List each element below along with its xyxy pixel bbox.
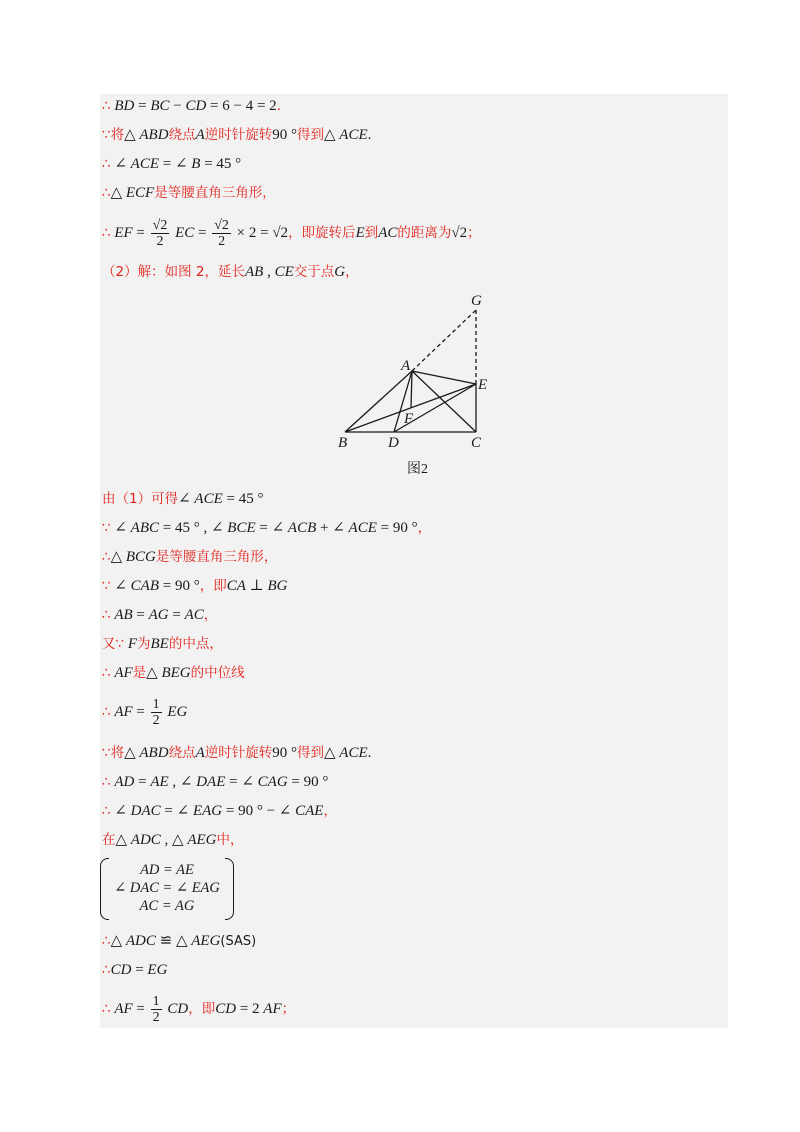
solution-line-1: ∴ BD = BC − CD = 6 − 4 = 2. (102, 98, 281, 114)
solution-line-14: ∴ AF = $\frac{1}{2}$ EG (102, 697, 188, 728)
fraction-one-half: $\frac{1}{2}$ (152, 994, 160, 1025)
condition-ad-ae: AD = AE (140, 862, 194, 878)
point-label-g: G (471, 293, 482, 309)
solution-line-6: （2）解：如图 2，延长AB , CE交于点G， (102, 264, 359, 280)
figure-caption: 图2 (407, 462, 428, 477)
fraction-sqrt2-over-2: $\frac{√2}{2}$ (214, 218, 229, 249)
segment-ac (412, 371, 476, 432)
solution-line-16: ∴ AD = AE , ∠ DAE = ∠ CAG = 90 ° (102, 774, 329, 790)
segment-ba (345, 371, 412, 432)
solution-line-13: ∴ AF是△ BEG的中位线 (102, 665, 245, 681)
segment-ag-dashed (412, 310, 476, 371)
solution-line-10: ∵ ∠ CAB = 90 °，即CA ⊥ BG (102, 578, 288, 594)
solution-line-18: 在△ ADC , △ AEG中， (102, 832, 244, 848)
solution-line-3: ∴ ∠ ACE = ∠ B = 45 ° (102, 156, 242, 172)
fraction-one-half: $\frac{1}{2}$ (152, 697, 160, 728)
solution-line-5: ∴ EF = $\frac{√2}{2}$ EC = $\frac{√2}{2}$ × 2 = √2，即旋转后E到AC的距离为√2； (102, 218, 481, 249)
solution-line-2: ∵将△ ABD绕点A逆时针旋转90 °得到△ ACE. (102, 127, 372, 143)
point-label-b: B (338, 435, 348, 451)
solution-line-8: ∵ ∠ ABC = 45 ° , ∠ BCE = ∠ ACB + ∠ ACE = 90 °， (102, 520, 432, 536)
solution-line-20: ∴CD = EG (102, 962, 168, 978)
fraction-sqrt2-over-2: $\frac{√2}{2}$ (152, 218, 168, 249)
point-label-c: C (471, 435, 482, 451)
congruence-conditions (100, 858, 234, 920)
point-label-a: A (401, 358, 411, 374)
point-label-d: D (388, 435, 399, 451)
point-label-f: F (404, 411, 414, 427)
solution-line-4: ∴△ ECF是等腰直角三角形， (102, 185, 276, 201)
condition-dac-eag: ∠ DAC = ∠ EAG (114, 880, 220, 896)
solution-line-15: ∵将△ ABD绕点A逆时针旋转90 °得到△ ACE. (102, 745, 372, 761)
segment-af (411, 371, 412, 408)
solution-line-12: 又∵ F为BE的中点， (102, 636, 223, 652)
solution-line-9: ∴△ BCG是等腰直角三角形， (102, 549, 278, 565)
geometry-figure (335, 288, 495, 483)
solution-line-21: ∴ AF = $\frac{1}{2}$ CD，即CD = 2 AF； (102, 994, 296, 1025)
solution-line-11: ∴ AB = AG = AC， (102, 607, 218, 623)
right-paren (225, 858, 234, 920)
solution-line-7: 由（1）可得∠ ACE = 45 ° (102, 491, 264, 507)
solution-line-17: ∴ ∠ DAC = ∠ EAG = 90 ° − ∠ CAE， (102, 803, 337, 819)
point-label-e: E (478, 377, 488, 393)
condition-ac-ag: AC = AG (139, 898, 195, 914)
segment-ae (412, 371, 476, 384)
solution-line-19: ∴△ ADC ≌ △ AEG(SAS) (102, 933, 257, 949)
